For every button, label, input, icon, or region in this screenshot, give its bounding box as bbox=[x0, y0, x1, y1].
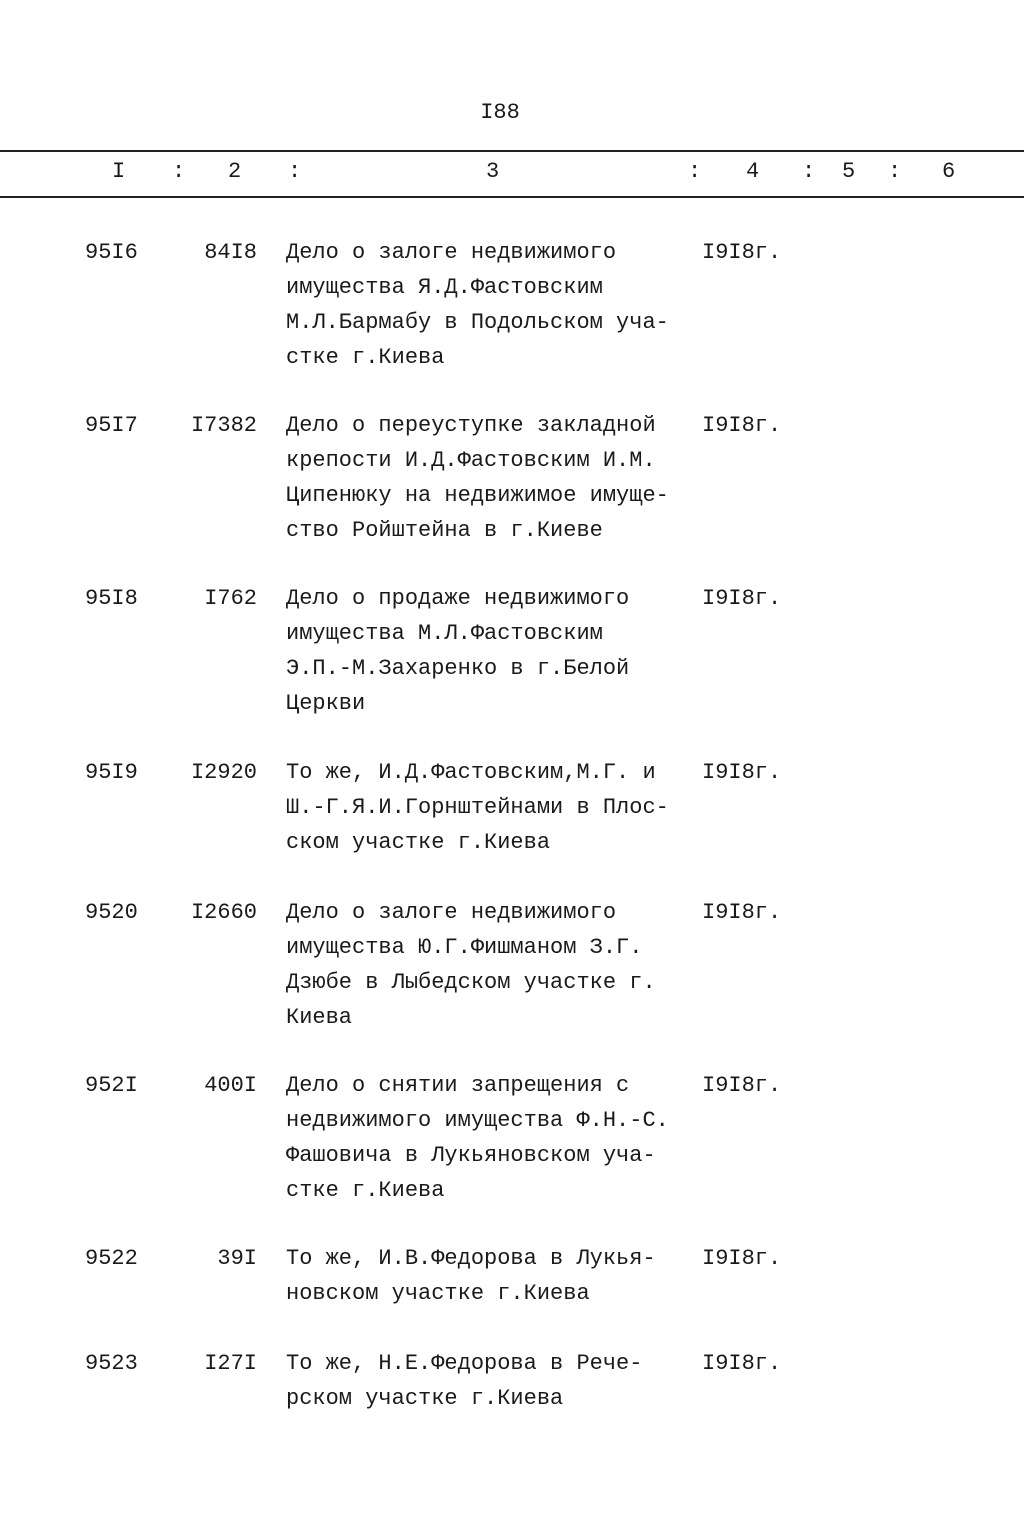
entry-number: 9520 bbox=[85, 900, 138, 925]
entry-year: I9I8г. bbox=[702, 413, 782, 438]
archive-number: 84I8 bbox=[204, 240, 257, 265]
archive-number: I762 bbox=[204, 586, 257, 611]
description-line: Дело о переуступке закладной bbox=[286, 413, 656, 438]
col-2-label: 2 bbox=[228, 159, 242, 184]
col-1-label: I bbox=[112, 159, 126, 184]
description-line: Дело о залоге недвижимого bbox=[286, 900, 617, 925]
entry-year: I9I8г. bbox=[702, 240, 782, 265]
col-6-label: 6 bbox=[942, 159, 956, 184]
entry-description bbox=[286, 235, 706, 375]
entry-description bbox=[286, 1068, 706, 1208]
entry-year: I9I8г. bbox=[702, 1246, 782, 1271]
col-separator: : bbox=[802, 159, 816, 184]
entry-year: I9I8г. bbox=[702, 1073, 782, 1098]
description-line: имущества Я.Д.Фастовским bbox=[286, 275, 603, 300]
description-line: М.Л.Бармабу в Подольском уча- bbox=[286, 310, 669, 335]
description-line: Э.П.-М.Захаренко в г.Белой bbox=[286, 656, 630, 681]
archive-number: I7382 bbox=[190, 413, 257, 438]
header-top-rule bbox=[0, 150, 1024, 152]
entry-description bbox=[286, 1241, 706, 1311]
col-5-label: 5 bbox=[842, 159, 856, 184]
archive-number: I2920 bbox=[190, 760, 257, 785]
description-line: стке г.Киева bbox=[286, 345, 445, 370]
entry-year: I9I8г. bbox=[702, 900, 782, 925]
archive-number: 400I bbox=[204, 1073, 257, 1098]
archive-number: I27I bbox=[204, 1351, 257, 1376]
entry-description bbox=[286, 408, 706, 548]
description-line: ство Ройштейна в г.Киеве bbox=[286, 518, 603, 543]
entry-number: 952I bbox=[85, 1073, 138, 1098]
col-4-label: 4 bbox=[746, 159, 760, 184]
description-line: стке г.Киева bbox=[286, 1178, 445, 1203]
description-line: Дело о снятии запрещения с bbox=[286, 1073, 630, 1098]
col-separator: : bbox=[688, 159, 702, 184]
entry-number: 95I6 bbox=[85, 240, 138, 265]
col-separator: : bbox=[172, 159, 186, 184]
description-line: Киева bbox=[286, 1005, 353, 1030]
entry-number: 95I9 bbox=[85, 760, 138, 785]
description-line: Ш.-Г.Я.И.Горнштейнами в Плос- bbox=[286, 795, 669, 820]
archive-number: I2660 bbox=[190, 900, 257, 925]
description-line: Фашовича в Лукьяновском уча- bbox=[286, 1143, 656, 1168]
entry-number: 95I8 bbox=[85, 586, 138, 611]
entry-number: 9522 bbox=[85, 1246, 138, 1271]
description-line: крепости И.Д.Фастовским И.М. bbox=[286, 448, 656, 473]
page-number: I88 bbox=[480, 100, 520, 125]
description-line: То же, И.Д.Фастовским,М.Г. и bbox=[286, 760, 656, 785]
description-line: Дело о продаже недвижимого bbox=[286, 586, 630, 611]
col-3-label: 3 bbox=[486, 159, 500, 184]
entry-description bbox=[286, 1346, 706, 1416]
description-line: рском участке г.Киева bbox=[286, 1386, 564, 1411]
entry-number: 9523 bbox=[85, 1351, 138, 1376]
description-line: То же, И.В.Федорова в Лукья- bbox=[286, 1246, 656, 1271]
description-line: имущества М.Л.Фастовским bbox=[286, 621, 603, 646]
entry-description bbox=[286, 895, 706, 1035]
col-separator: : bbox=[288, 159, 302, 184]
description-line: Дело о залоге недвижимого bbox=[286, 240, 617, 265]
entry-number: 95I7 bbox=[85, 413, 138, 438]
entry-description bbox=[286, 755, 706, 860]
header-bottom-rule bbox=[0, 196, 1024, 198]
archive-number: 39I bbox=[217, 1246, 257, 1271]
entry-year: I9I8г. bbox=[702, 586, 782, 611]
description-line: Церкви bbox=[286, 691, 366, 716]
description-line: имущества Ю.Г.Фишманом З.Г. bbox=[286, 935, 643, 960]
description-line: ском участке г.Киева bbox=[286, 830, 551, 855]
entry-year: I9I8г. bbox=[702, 1351, 782, 1376]
entry-description bbox=[286, 581, 706, 721]
description-line: новском участке г.Киева bbox=[286, 1281, 590, 1306]
description-line: Дзюбе в Лыбедском участке г. bbox=[286, 970, 656, 995]
col-separator: : bbox=[888, 159, 902, 184]
description-line: недвижимого имущества Ф.Н.-С. bbox=[286, 1108, 669, 1133]
description-line: То же, Н.Е.Федорова в Рече- bbox=[286, 1351, 643, 1376]
description-line: Ципенюку на недвижимое имуще- bbox=[286, 483, 669, 508]
entry-year: I9I8г. bbox=[702, 760, 782, 785]
